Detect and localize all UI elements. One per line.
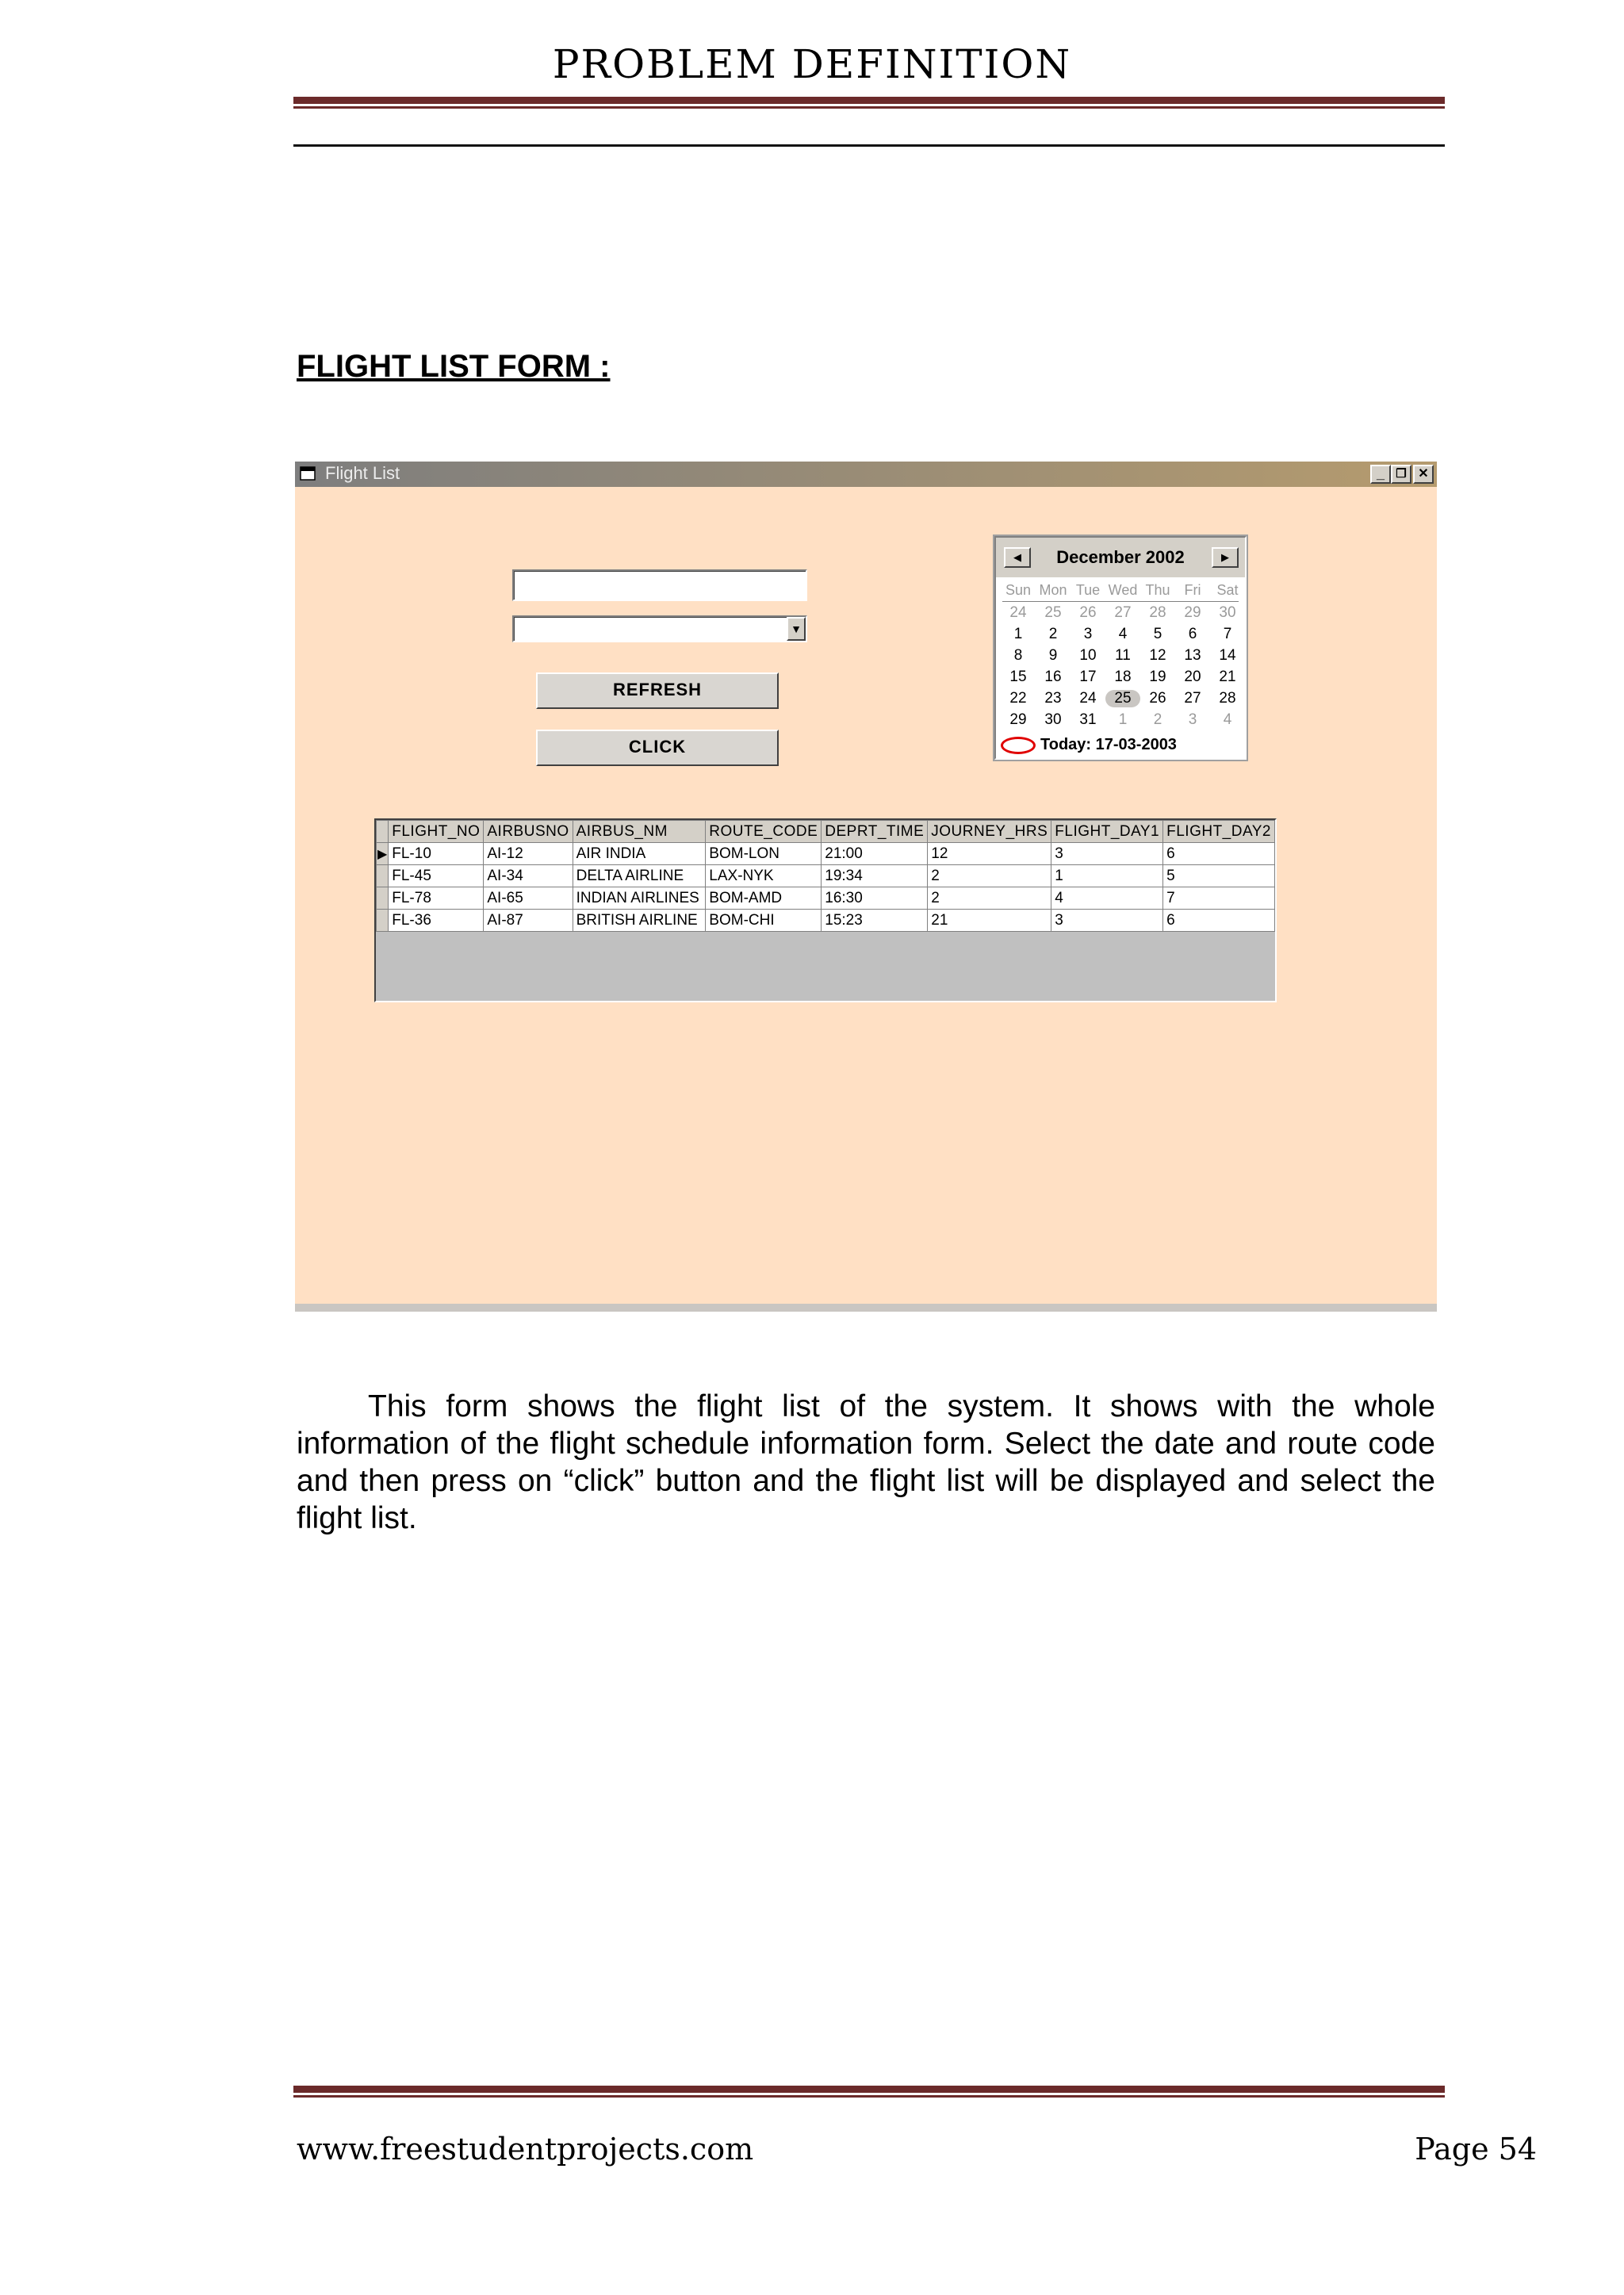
row-selector[interactable] xyxy=(377,887,389,910)
table-cell[interactable]: BOM-LON xyxy=(706,843,822,865)
table-cell[interactable]: AI-65 xyxy=(484,887,573,910)
table-cell[interactable]: 21 xyxy=(928,910,1051,932)
minimize-button[interactable]: _ xyxy=(1370,465,1391,484)
route-code-combo[interactable] xyxy=(512,615,807,642)
window-titlebar[interactable] xyxy=(295,462,1437,487)
calendar-day[interactable]: 26 xyxy=(1079,604,1097,621)
table-cell[interactable]: FL-78 xyxy=(389,887,484,910)
calendar-day[interactable]: 5 xyxy=(1153,626,1162,642)
row-selector[interactable] xyxy=(377,910,389,932)
calendar-day[interactable]: 28 xyxy=(1149,604,1166,621)
column-header[interactable]: AIRBUS_NM xyxy=(573,821,706,843)
table-cell[interactable]: AIR INDIA xyxy=(573,843,706,865)
calendar-today[interactable] xyxy=(1001,736,1177,754)
calendar-day[interactable]: 27 xyxy=(1184,690,1201,707)
column-header[interactable]: FLIGHT_DAY1 xyxy=(1051,821,1163,843)
calendar-dow-mon: Mon xyxy=(1039,582,1067,598)
chevron-right-icon: ▶ xyxy=(1221,551,1229,563)
window-title: Flight List xyxy=(325,463,400,483)
calendar-day[interactable]: 29 xyxy=(1009,711,1027,728)
table-cell[interactable]: FL-10 xyxy=(389,843,484,865)
table-cell[interactable]: 2 xyxy=(928,865,1051,887)
row-selector[interactable] xyxy=(377,865,389,887)
table-cell[interactable]: INDIAN AIRLINES xyxy=(573,887,706,910)
calendar-dow-tue: Tue xyxy=(1075,582,1101,598)
footer-page-number: Page 54 xyxy=(1415,2132,1537,2167)
calendar-dow-fri: Fri xyxy=(1184,582,1201,598)
table-cell[interactable]: 4 xyxy=(1051,887,1163,910)
table-cell[interactable]: FL-36 xyxy=(389,910,484,932)
calendar-next-button[interactable] xyxy=(1212,547,1239,568)
table-row[interactable] xyxy=(377,910,1275,932)
calendar-day[interactable]: 1 xyxy=(1013,626,1023,642)
calendar-day[interactable]: 3 xyxy=(1083,626,1093,642)
calendar-day[interactable]: 4 xyxy=(1118,626,1128,642)
calendar-dow-sun: Sun xyxy=(1005,582,1032,598)
table-cell[interactable]: 5 xyxy=(1163,865,1275,887)
month-calendar[interactable] xyxy=(994,536,1247,760)
calendar-month-label: December 2002 xyxy=(1056,547,1185,567)
calendar-day[interactable]: 24 xyxy=(1079,690,1097,707)
table-cell[interactable]: 2 xyxy=(928,887,1051,910)
today-circle-icon xyxy=(1001,737,1036,754)
calendar-day[interactable]: 20 xyxy=(1184,669,1201,685)
table-row[interactable] xyxy=(377,865,1275,887)
calendar-day[interactable]: 30 xyxy=(1044,711,1062,728)
calendar-day[interactable]: 14 xyxy=(1219,647,1236,664)
column-header[interactable]: FLIGHT_DAY2 xyxy=(1163,821,1275,843)
flight-table xyxy=(376,820,1275,932)
combo-dropdown-button[interactable] xyxy=(787,617,806,641)
table-cell[interactable]: 3 xyxy=(1051,843,1163,865)
calendar-day[interactable]: 23 xyxy=(1044,690,1062,707)
table-cell[interactable]: 7 xyxy=(1163,887,1275,910)
row-selector[interactable] xyxy=(377,843,389,865)
calendar-day[interactable]: 18 xyxy=(1114,669,1132,685)
table-cell[interactable]: 12 xyxy=(928,843,1051,865)
footer-url[interactable]: www.freestudentprojects.com xyxy=(297,2132,754,2167)
section-title: FLIGHT LIST FORM : xyxy=(297,349,611,384)
restore-button[interactable]: ❐ xyxy=(1391,465,1411,484)
table-cell[interactable]: FL-45 xyxy=(389,865,484,887)
calendar-dow-sat: Sat xyxy=(1216,582,1239,598)
column-header[interactable]: FLIGHT_NO xyxy=(389,821,484,843)
calendar-day[interactable]: 8 xyxy=(1013,647,1023,664)
calendar-day[interactable]: 12 xyxy=(1149,647,1166,664)
search-textbox[interactable] xyxy=(512,569,807,601)
chevron-down-icon: ▼ xyxy=(791,623,802,635)
header-rule-black xyxy=(293,144,1445,147)
chevron-left-icon: ◀ xyxy=(1013,551,1021,563)
calendar-day[interactable]: 21 xyxy=(1219,669,1236,685)
calendar-header xyxy=(996,538,1245,577)
calendar-day[interactable]: 28 xyxy=(1219,690,1236,707)
footer-rule-thin xyxy=(293,2095,1445,2098)
table-cell[interactable]: 21:00 xyxy=(822,843,928,865)
calendar-day[interactable]: 16 xyxy=(1044,669,1062,685)
calendar-day[interactable]: 1 xyxy=(1118,711,1128,728)
table-cell[interactable]: DELTA AIRLINE xyxy=(573,865,706,887)
grid-corner xyxy=(377,821,389,843)
table-row[interactable] xyxy=(377,887,1275,910)
header-rule-thick xyxy=(293,97,1445,104)
calendar-dow-thu: Thu xyxy=(1145,582,1170,598)
table-row[interactable] xyxy=(377,843,1275,865)
table-cell[interactable]: BRITISH AIRLINE xyxy=(573,910,706,932)
calendar-day[interactable]: 22 xyxy=(1009,690,1027,707)
calendar-day[interactable]: 4 xyxy=(1223,711,1232,728)
calendar-day[interactable]: 31 xyxy=(1079,711,1097,728)
table-cell[interactable]: AI-12 xyxy=(484,843,573,865)
calendar-today-label: Today: 17-03-2003 xyxy=(1040,736,1177,753)
column-header[interactable]: DEPRT_TIME xyxy=(822,821,928,843)
table-cell[interactable]: AI-87 xyxy=(484,910,573,932)
calendar-day[interactable]: 10 xyxy=(1079,647,1097,664)
flight-list-window xyxy=(295,462,1437,1312)
page-header-title: PROBLEM DEFINITION xyxy=(552,41,1072,87)
calendar-day[interactable]: 26 xyxy=(1149,690,1166,707)
table-cell[interactable]: LAX-NYK xyxy=(706,865,822,887)
calendar-dow-wed: Wed xyxy=(1108,582,1138,598)
calendar-day[interactable]: 2 xyxy=(1153,711,1162,728)
header-rule-thin xyxy=(293,106,1445,109)
calendar-day[interactable]: 3 xyxy=(1188,711,1197,728)
click-button[interactable]: CLICK xyxy=(536,730,779,766)
table-cell[interactable]: 6 xyxy=(1163,843,1275,865)
flight-data-grid[interactable] xyxy=(374,818,1277,1002)
footer-rule-thick xyxy=(293,2086,1445,2093)
calendar-day[interactable]: 2 xyxy=(1048,626,1058,642)
calendar-day[interactable]: 11 xyxy=(1115,647,1131,664)
table-cell[interactable]: BOM-CHI xyxy=(706,910,822,932)
calendar-day[interactable]: 6 xyxy=(1188,626,1197,642)
calendar-day[interactable]: 15 xyxy=(1009,669,1027,685)
calendar-day[interactable]: 29 xyxy=(1184,604,1201,621)
calendar-day[interactable]: 30 xyxy=(1219,604,1236,621)
description-text: This form shows the flight list of the system. It shows with the whole information of the flight schedule information form. Select the date and route code and then press on “click” button and the flight list will be displayed and select the flight list. xyxy=(297,1389,1435,1535)
calendar-day[interactable]: 19 xyxy=(1149,669,1166,685)
calendar-day[interactable]: 24 xyxy=(1009,604,1027,621)
column-header[interactable]: AIRBUSNO xyxy=(484,821,573,843)
table-cell[interactable]: 15:23 xyxy=(822,910,928,932)
calendar-day[interactable]: 25 xyxy=(1044,604,1062,621)
table-cell[interactable]: 16:30 xyxy=(822,887,928,910)
current-row-icon: ▶ xyxy=(377,847,388,861)
column-header[interactable]: ROUTE_CODE xyxy=(706,821,822,843)
table-cell[interactable]: 1 xyxy=(1051,865,1163,887)
column-header[interactable]: JOURNEY_HRS xyxy=(928,821,1051,843)
calendar-day[interactable]: 27 xyxy=(1114,604,1132,621)
close-button[interactable]: ✕ xyxy=(1413,465,1434,484)
description-paragraph xyxy=(297,1388,1435,1537)
calendar-day[interactable]: 17 xyxy=(1079,669,1097,685)
table-cell[interactable]: 3 xyxy=(1051,910,1163,932)
table-cell[interactable]: 19:34 xyxy=(822,865,928,887)
table-cell[interactable]: BOM-AMD xyxy=(706,887,822,910)
table-cell[interactable]: 6 xyxy=(1163,910,1275,932)
calendar-day[interactable]: 7 xyxy=(1223,626,1232,642)
table-cell[interactable]: AI-34 xyxy=(484,865,573,887)
refresh-button[interactable]: REFRESH xyxy=(536,672,779,709)
calendar-dow-divider xyxy=(1002,601,1239,602)
calendar-day[interactable]: 9 xyxy=(1048,647,1058,664)
window-app-icon xyxy=(300,466,316,481)
calendar-day[interactable]: 25 xyxy=(1105,690,1140,707)
calendar-day[interactable]: 13 xyxy=(1184,647,1201,664)
